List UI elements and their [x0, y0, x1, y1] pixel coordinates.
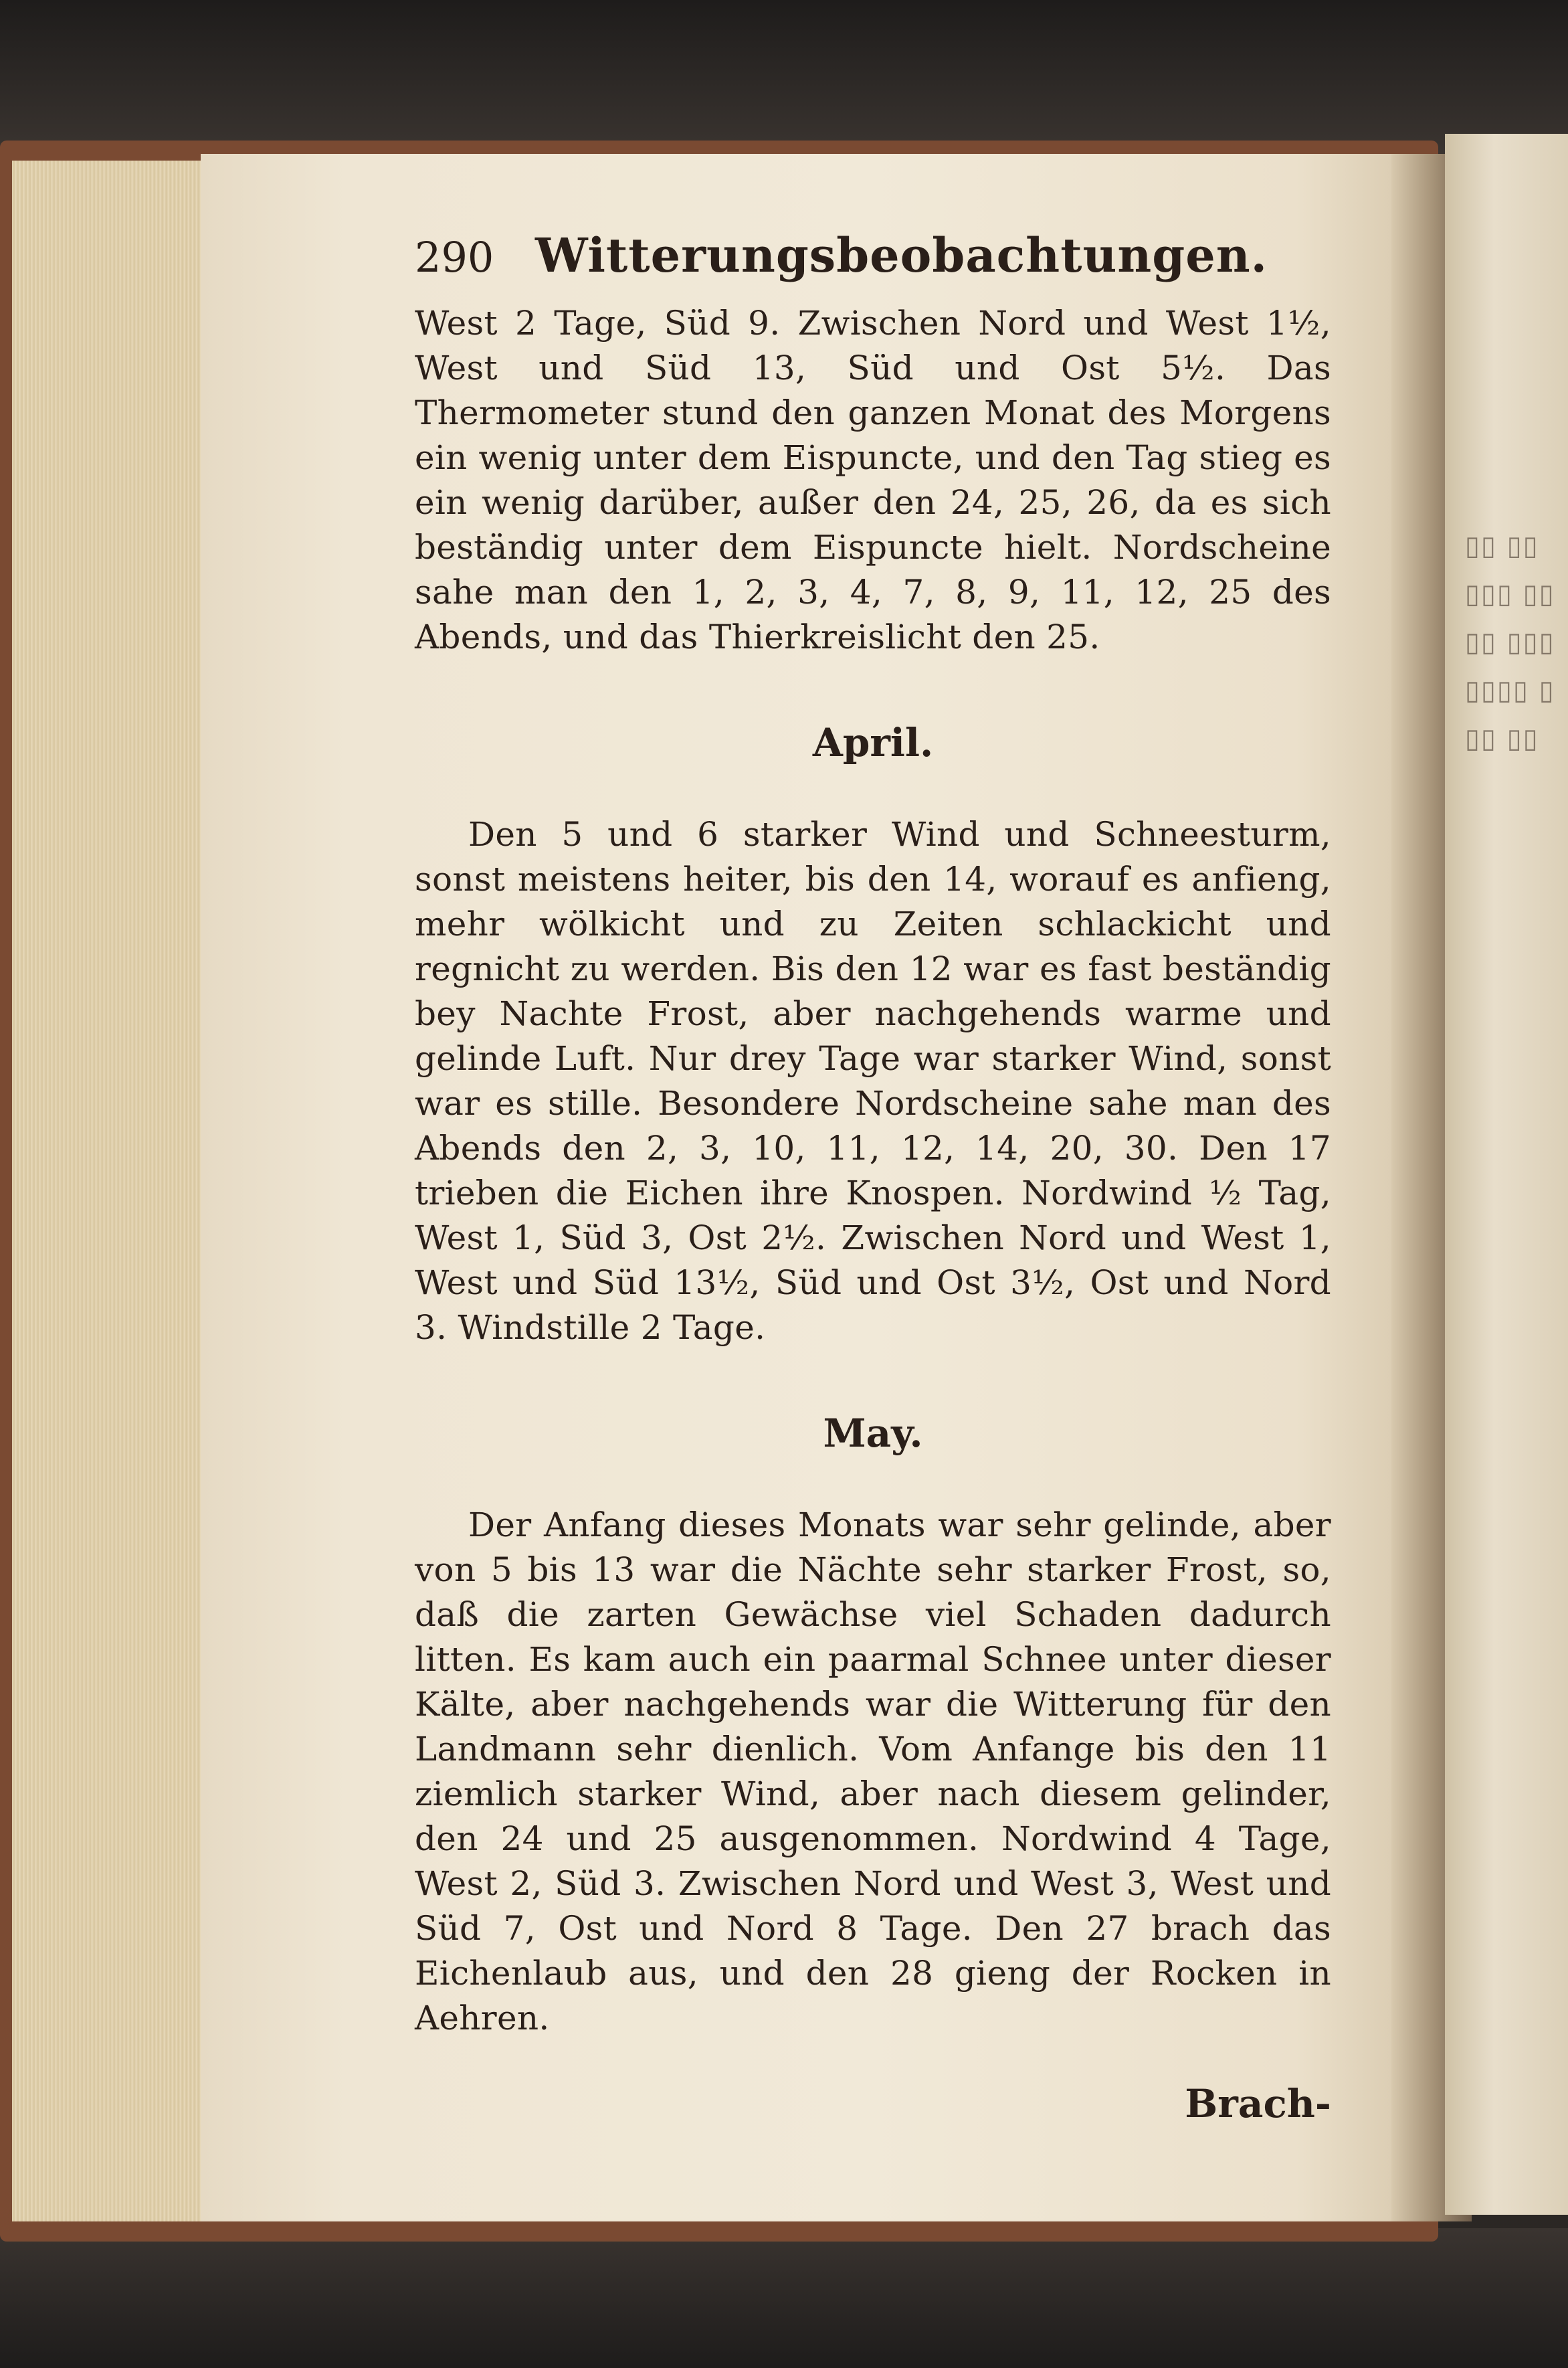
- page-fore-edge: [12, 161, 203, 2221]
- facing-page-bleed-through: ▯▯ ▯▯ ▯▯▯ ▯▯ ▯▯ ▯▯▯ ▯▯▯▯ ▯ ▯▯ ▯▯: [1465, 531, 1555, 754]
- facing-page-edge: [1445, 134, 1568, 2215]
- paragraph-march-continued: West 2 Tage, Süd 9. Zwischen Nord und West 1½, West und Süd 13, Süd und Ost 5½. Das Thermometer stund den ganzen Monat des Morgens ein wenig unter dem Eispuncte, und den Tag stieg es ein wenig darüber, außer den 24, 25, 26, da es sich beständig unter dem Eispuncte hielt. Nordscheine sahe man den 1, 2, 3, 4, 7, 8, 9, 11, 12, 25 des Abends, und das Thierkreislicht den 25.: [415, 304, 1331, 656]
- section-heading-april: April.: [812, 720, 934, 765]
- paragraph-may: Der Anfang dieses Monats war sehr gelinde, aber von 5 bis 13 war die Nächte sehr starker Frost, so, daß die zarten Gewächse viel Schaden dadurch litten. Es kam auch ein paarmal Schnee unter dieser Kälte, aber nachgehends war die Witterung für den Landmann sehr dienlich. Vom Anfange bis den 11 ziemlich starker Wind, aber nach diesem gelinder, den 24 und 25 ausgenommen. Nordwind 4 Tage, West 2, Süd 3. Zwischen Nord und West 3, West und Süd 7, Ost und Nord 8 Tage. Den 27 brach das Eichenlaub aus, und den 28 gieng der Rocken in Aehren.: [415, 1506, 1331, 2037]
- page-text: [415, 227, 1331, 2126]
- paragraph-april: Den 5 und 6 starker Wind und Schneesturm, sonst meistens heiter, bis den 14, worauf es anfieng, mehr wölkicht und zu Zeiten schlackicht und regnicht zu werden. Bis den 12 war es fast beständig bey Nachte Frost, aber nachgehends warme und gelinde Luft. Nur drey Tage war starker Wind, sonst war es stille. Besondere Nordscheine sahe man des Abends den 2, 3, 10, 11, 12, 14, 20, 30. Den 17 trieben die Eichen ihre Knospen. Nordwind ½ Tag, West 1, Süd 3, Ost 2½. Zwischen Nord und West 1, West und Süd 13½, Süd und Ost 3½, Ost und Nord 3. Windstille 2 Tage.: [415, 815, 1331, 1347]
- section-heading-may: May.: [823, 1410, 923, 1456]
- page-number: 290: [415, 233, 494, 282]
- page-header: [415, 227, 1331, 301]
- scan-background-bottom: [0, 2228, 1568, 2368]
- catchword: Brach-: [1185, 2081, 1331, 2126]
- running-title: Witterungsbeobachtungen.: [535, 227, 1268, 283]
- scan-background-top: [0, 0, 1568, 154]
